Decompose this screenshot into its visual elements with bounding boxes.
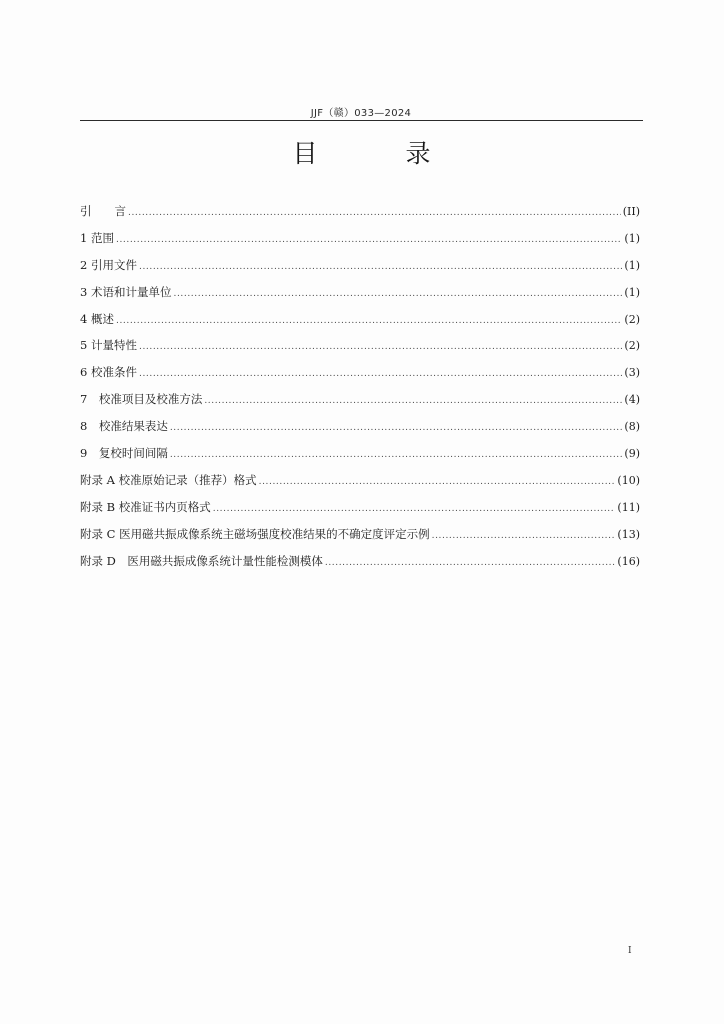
dot-leader [139, 365, 622, 383]
dot-leader [139, 338, 622, 356]
toc-entry-calibration-items-methods[interactable] [80, 390, 640, 417]
dot-leader [170, 446, 623, 464]
dot-leader [213, 500, 616, 518]
toc-entry-page: (16) [617, 554, 640, 568]
toc-entry-scope[interactable] [80, 229, 640, 256]
toc-entry-appendix-a[interactable] [80, 471, 640, 498]
dot-leader [325, 554, 616, 572]
toc-entry-label: 附录 B 校准证书内页格式 [80, 499, 211, 514]
dot-leader [173, 285, 622, 303]
dot-leader [259, 473, 616, 491]
table-of-contents [80, 202, 640, 578]
toc-entry-label: 4 概述 [80, 311, 114, 326]
toc-entry-foreword[interactable] [80, 202, 640, 229]
toc-entry-label: 1 范围 [80, 230, 114, 245]
toc-entry-page: (11) [617, 500, 640, 514]
toc-entry-page: (II) [622, 205, 640, 218]
toc-entry-page: (2) [624, 312, 640, 326]
toc-entry-label: 8 校准结果表达 [80, 419, 168, 434]
toc-entry-appendix-c[interactable] [80, 525, 640, 552]
dot-leader [204, 392, 622, 410]
toc-entry-label: 9 复校时间间隔 [80, 446, 168, 461]
toc-entry-label: 3 术语和计量单位 [80, 284, 172, 299]
toc-entry-page: (1) [624, 285, 640, 299]
header-rule [80, 120, 643, 121]
toc-title: 目 录 [292, 139, 471, 168]
toc-entry-results-expression[interactable] [80, 417, 640, 444]
toc-entry-label: 附录 A 校准原始记录（推荐）格式 [80, 472, 257, 487]
toc-entry-references[interactable] [80, 256, 640, 283]
toc-entry-label: 5 计量特性 [80, 338, 137, 353]
toc-entry-metrological-characteristics[interactable] [80, 336, 640, 363]
toc-entry-page: (9) [624, 447, 640, 461]
toc-entry-label: 7 校准项目及校准方法 [80, 392, 203, 407]
toc-entry-label: 6 校准条件 [80, 365, 137, 380]
toc-entry-page: (1) [624, 258, 640, 272]
dot-leader [432, 527, 616, 545]
dot-leader [170, 419, 623, 437]
toc-entry-recalibration-interval[interactable] [80, 444, 640, 471]
page-number: I [628, 946, 632, 956]
toc-entry-page: (1) [624, 231, 640, 245]
toc-entry-page: (10) [617, 473, 640, 487]
toc-entry-label: 附录 C 医用磁共振成像系统主磁场强度校准结果的不确定度评定示例 [80, 526, 430, 541]
toc-entry-appendix-d[interactable] [80, 552, 640, 579]
dot-leader [139, 258, 622, 276]
toc-entry-appendix-b[interactable] [80, 498, 640, 525]
toc-entry-page: (3) [624, 366, 640, 380]
dot-leader [128, 204, 621, 222]
dot-leader [116, 231, 622, 249]
toc-entry-page: (8) [624, 420, 640, 434]
toc-entry-label: 2 引用文件 [80, 257, 137, 272]
toc-entry-terms[interactable] [80, 283, 640, 310]
toc-entry-overview[interactable] [80, 310, 640, 337]
toc-entry-label: 引 言 [80, 204, 126, 218]
toc-entry-page: (4) [624, 393, 640, 407]
toc-entry-label: 附录 D 医用磁共振成像系统计量性能检测模体 [80, 553, 323, 568]
toc-entry-calibration-conditions[interactable] [80, 363, 640, 390]
toc-entry-page: (2) [624, 339, 640, 353]
dot-leader [116, 312, 622, 330]
standard-code: JJF（赣）033—2024 [310, 108, 412, 119]
toc-entry-page: (13) [617, 527, 640, 541]
